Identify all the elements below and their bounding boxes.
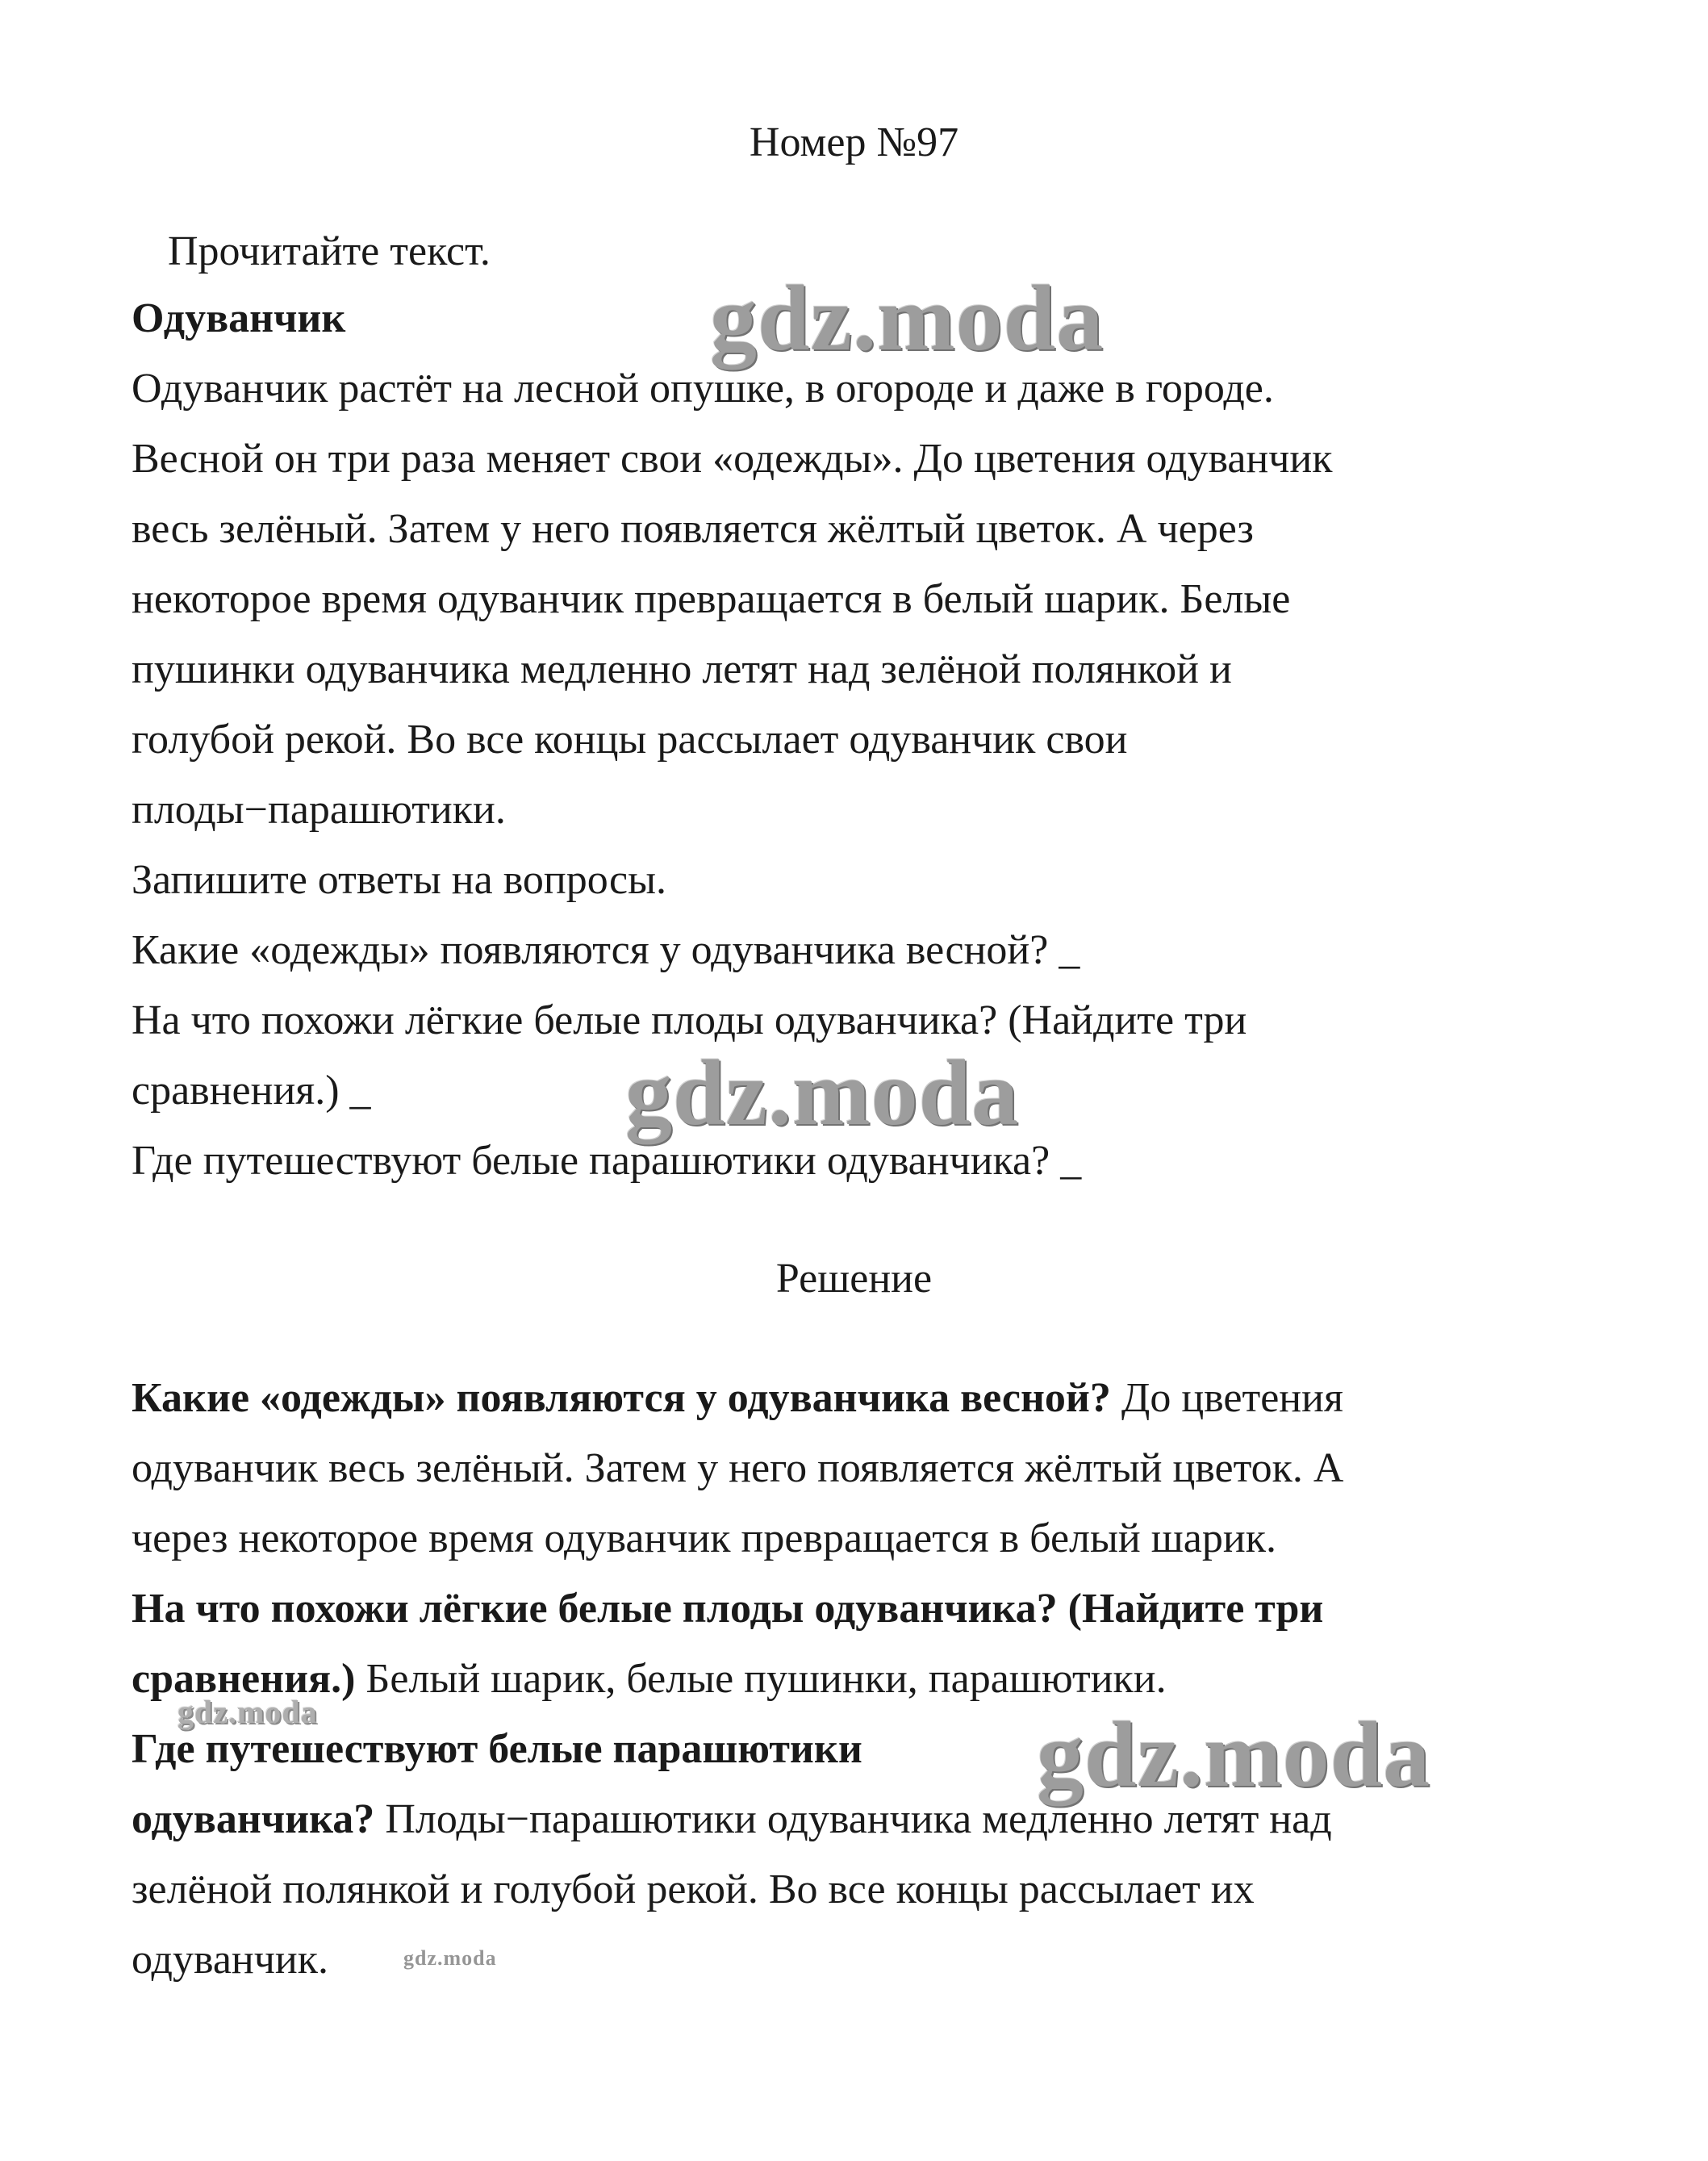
text-line: некоторое время одуванчик превращается в белый шарик. Белые bbox=[132, 576, 1291, 622]
answer-3-line-4: одуванчик. bbox=[132, 1937, 328, 1983]
answer-1-line-1 bbox=[132, 1374, 1343, 1423]
answer-3-question-end: одуванчика? bbox=[132, 1796, 375, 1842]
page-title: Номер №97 bbox=[749, 119, 959, 165]
question-line: Какие «одежды» появляются у одуванчика весной? _ bbox=[132, 927, 1080, 973]
text-line: Одуванчик растёт на лесной опушке, в огороде и даже в городе. bbox=[132, 366, 1274, 412]
answer-3-text: Плоды−парашютики одуванчика медленно летят над bbox=[374, 1796, 1332, 1842]
answer-2-text: Белый шарик, белые пушинки, парашютики. bbox=[355, 1656, 1167, 1702]
text-line: пушинки одуванчика медленно летят над зелёной полянкой и bbox=[132, 646, 1232, 692]
answer-3-question: Где путешествуют белые парашютики bbox=[132, 1726, 862, 1772]
task-instruction: Прочитайте текст. bbox=[168, 228, 491, 274]
answer-2-question: На что похожи лёгкие белые плоды одуванчика? (Найдите три bbox=[132, 1586, 1324, 1632]
watermark: gdz.moda bbox=[403, 1946, 497, 1970]
answer-1-question: Какие «одежды» появляются у одуванчика весной? bbox=[132, 1375, 1111, 1421]
text-line: плоды−парашютики. bbox=[132, 787, 506, 833]
solution-heading: Решение bbox=[775, 1256, 933, 1302]
text-line: голубой рекой. Во все концы рассылает одуванчик свои bbox=[132, 717, 1128, 763]
questions-intro: Запишите ответы на вопросы. bbox=[132, 857, 667, 903]
question-line: Где путешествуют белые парашютики одуванчика? _ bbox=[132, 1138, 1082, 1184]
text-title: Одуванчик bbox=[132, 295, 346, 341]
answer-1-line-2: одуванчик весь зелёный. Затем у него появляется жёлтый цветок. А bbox=[132, 1445, 1344, 1491]
watermark: gdz.moda bbox=[625, 1042, 1020, 1145]
answer-1-text: До цветения bbox=[1110, 1375, 1343, 1421]
watermark: gdz.moda bbox=[177, 1694, 318, 1730]
watermark: gdz.moda bbox=[710, 267, 1105, 370]
answer-3-line-3: зелёной полянкой и голубой рекой. Во все концы рассылает их bbox=[132, 1866, 1255, 1912]
text-line: Весной он три раза меняет свои «одежды». До цветения одуванчик bbox=[132, 436, 1333, 482]
question-line: сравнения.) _ bbox=[132, 1068, 371, 1114]
answer-1-line-3: через некоторое время одуванчик превращается в белый шарик. bbox=[132, 1515, 1276, 1561]
text-line: весь зелёный. Затем у него появляется жёлтый цветок. А через bbox=[132, 506, 1254, 552]
watermark: gdz.moda bbox=[1037, 1703, 1431, 1807]
answer-2-question-end: сравнения.) bbox=[132, 1656, 356, 1702]
question-line: На что похожи лёгкие белые плоды одуванчика? (Найдите три bbox=[132, 997, 1247, 1043]
